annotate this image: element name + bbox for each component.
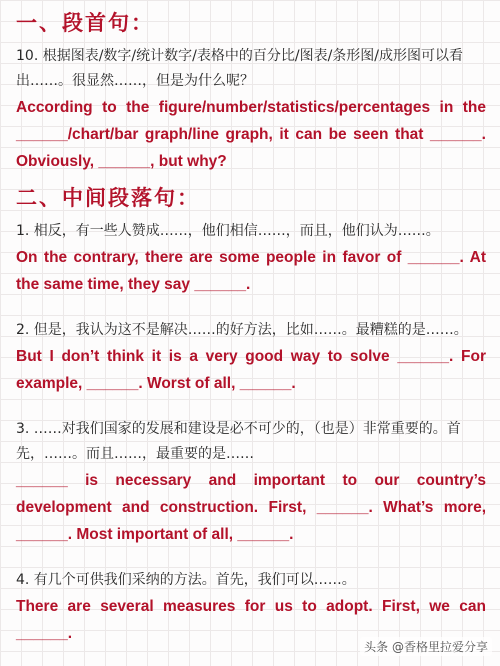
section1-heading: 一、段首句：	[16, 11, 154, 35]
watermark: 头条 @香格里拉爱分享	[360, 637, 492, 656]
item3-chinese: 3. ……对我们国家的发展和建设是必不可少的，（也是）非常重要的。首先，……。而且……，最重要的是……	[16, 421, 461, 462]
item4-chinese: 4. 有几个可供我们采纳的方法。首先，我们可以……。	[16, 572, 356, 588]
item4-english: There are several measures for us to adopt. First, we can ______.	[16, 598, 486, 642]
item1-chinese: 1. 相反，有一些人赞成……，他们相信……，而且，他们认为……。	[16, 223, 440, 239]
item2-english: But I don’t think it is a very good way to solve ______. For example, ______. Worst of all, ______.	[16, 348, 486, 392]
item2-chinese: 2. 但是，我认为这不是解决……的好方法，比如……。最糟糕的是……。	[16, 322, 468, 338]
section2-heading: 二、中间段落句：	[16, 186, 200, 210]
item10-chinese: 10. 根据图表/数字/统计数字/表格中的百分比/图表/条形图/成形图可以看出……。很显然……，但是为什么呢？	[16, 48, 464, 89]
document-page	[16, 8, 486, 647]
item1-english: On the contrary, there are some people in favor of ______. At the same time, they say ______.	[16, 249, 486, 293]
item3-english: ______ is necessary and important to our country’s development and construction. First, ______. What’s more, ______. Most important of all, ______.	[16, 472, 486, 543]
item10-english: According to the figure/number/statistics/percentages in the ______/chart/bar graph/line graph, it can be seen that ______. Obviously, ______, but why?	[16, 99, 486, 170]
